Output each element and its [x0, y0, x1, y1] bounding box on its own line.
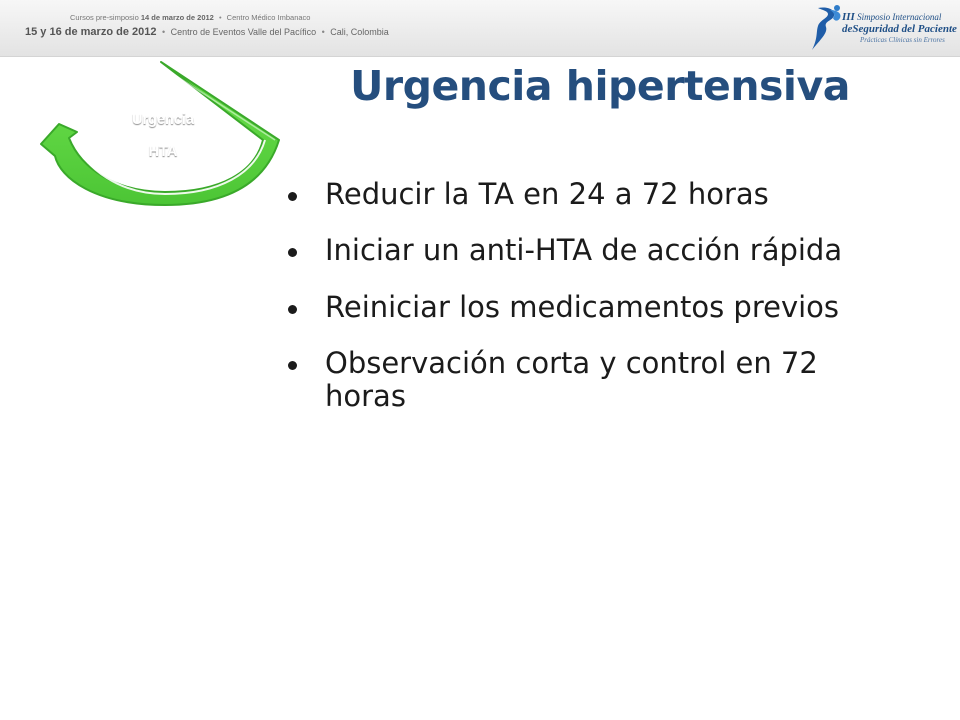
symposium-logo-text	[842, 12, 957, 44]
separator-dot: •	[161, 27, 166, 37]
separator-dot: •	[321, 27, 325, 37]
bullet-item	[285, 291, 885, 324]
bullet-item	[285, 234, 885, 267]
event-info-line1	[70, 13, 310, 22]
logo-line2-prefix: de	[842, 23, 853, 35]
bullet-item	[285, 347, 885, 414]
event-presymposium-date: 14 de marzo de 2012	[140, 13, 214, 22]
bullet-item	[285, 178, 885, 211]
bullet-text: Reiniciar los medicamentos previos	[325, 289, 840, 324]
logo-line2: Seguridad del Paciente	[852, 23, 957, 35]
symposium-logo	[808, 4, 957, 52]
event-venue: Centro de Eventos Valle del Pacífico	[170, 27, 317, 37]
bullet-text: Reducir la TA en 24 a 72 horas	[325, 177, 769, 211]
bullet-dot-icon	[288, 305, 297, 314]
bullet-text: Observación corta y control en 72 horas	[325, 346, 818, 414]
bullet-dot-icon	[288, 248, 297, 257]
event-info-line2	[25, 26, 389, 38]
logo-line3: Prácticas Clínicas sin Errores	[860, 36, 945, 44]
event-main-date: 15 y 16 de marzo de 2012	[25, 26, 157, 38]
slide-title: Urgencia hipertensiva	[350, 62, 850, 110]
bullet-dot-icon	[288, 192, 297, 201]
separator-dot: •	[218, 13, 222, 22]
event-city: Cali, Colombia	[330, 27, 389, 37]
event-presymposium-label: Cursos pre-simposio	[70, 13, 139, 22]
diagram-label-urgencia: Urgencia	[131, 112, 195, 128]
cycle-arrow-shape	[25, 60, 285, 210]
event-presymposium-place: Centro Médico Imbanaco	[226, 13, 311, 22]
logo-line1: Simposio Internacional	[857, 12, 942, 22]
event-banner	[0, 0, 960, 57]
diagram-label-hta: HTA	[148, 144, 178, 160]
bullet-list	[285, 178, 885, 437]
urgency-cycle-diagram	[25, 60, 285, 210]
bullet-dot-icon	[288, 361, 297, 370]
logo-edition: III	[842, 11, 855, 23]
bullet-text: Iniciar un anti-HTA de acción rápida	[325, 233, 843, 268]
